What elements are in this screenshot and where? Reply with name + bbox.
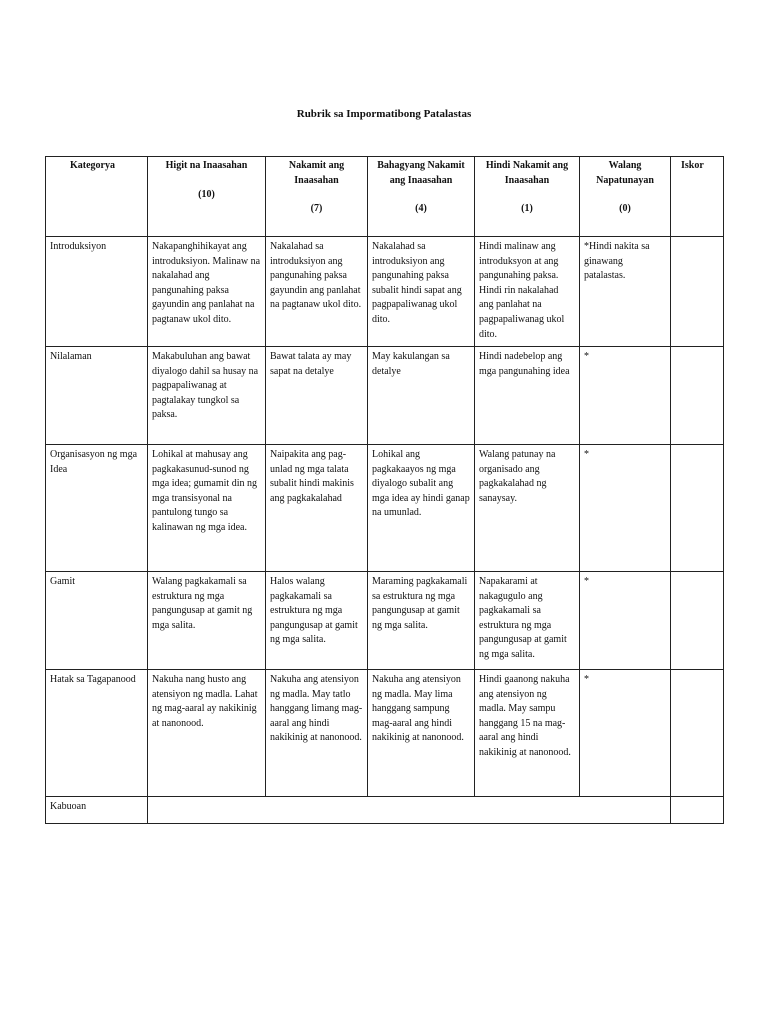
- header-score: (0): [619, 203, 631, 215]
- rubric-cell: *: [580, 670, 671, 797]
- row-category: Nilalaman: [46, 347, 148, 445]
- rubric-cell: Maraming pagkakamali sa estruktura ng mga pangungusap at gamit ng mga salita.: [368, 572, 475, 670]
- score-cell[interactable]: [671, 572, 724, 670]
- header-label: Hindi Nakamit ang Inaasahan: [485, 160, 569, 186]
- rubric-cell: *: [580, 572, 671, 670]
- row-category: Introduksiyon: [46, 237, 148, 347]
- rubric-cell: Nakalahad sa introduksiyon ang pangunahing paksa gayundin ang panlahat na pagtanaw ukol dito.: [266, 237, 368, 347]
- header-label: Walang Napatunayan: [596, 160, 654, 186]
- header-cell-exceeds: [148, 157, 266, 237]
- header-label: Iskor: [681, 160, 704, 171]
- total-label: Kabuoan: [46, 797, 148, 824]
- rubric-table: [45, 156, 724, 824]
- header-score: (4): [415, 203, 427, 215]
- rubric-cell: Bawat talata ay may sapat na detalye: [266, 347, 368, 445]
- rubric-cell: Hindi gaanong nakuha ang atensiyon ng madla. May sampu hanggang 15 na mag-aaral ang hindi nakikinig at nanonood.: [475, 670, 580, 797]
- score-cell[interactable]: [671, 670, 724, 797]
- rubric-cell: Nakuha ang atensiyon ng madla. May tatlo hanggang limang mag-aaral ang hindi nakikinig at nanonood.: [266, 670, 368, 797]
- header-label: Kategorya: [70, 160, 115, 171]
- header-cell-partial: [368, 157, 475, 237]
- rubric-cell: Napakarami at nakagugulo ang pagkakamali sa estruktura ng mga pangungusap at gamit ng mga salita.: [475, 572, 580, 670]
- total-row: [46, 797, 724, 824]
- row-category: Gamit: [46, 572, 148, 670]
- rubric-cell: Nakuha nang husto ang atensiyon ng madla. Lahat ng mag-aaral ay nakikinig at nanonood.: [148, 670, 266, 797]
- header-cell-meets: [266, 157, 368, 237]
- rubric-cell: Nakapanghihikayat ang introduksiyon. Malinaw na nakalahad ang pangunahing paksa gayundin ang panlahat na pagtanaw ukol dito.: [148, 237, 266, 347]
- header-cell-no-evidence: [580, 157, 671, 237]
- score-cell[interactable]: [671, 237, 724, 347]
- header-row: [46, 157, 724, 237]
- row-category: Hatak sa Tagapanood: [46, 670, 148, 797]
- header-score: (7): [310, 203, 323, 215]
- header-label: Nakamit ang Inaasahan: [288, 160, 345, 186]
- table-row: [46, 670, 724, 797]
- rubric-cell: Walang patunay na organisado ang pagkakalahad ng sanaysay.: [475, 445, 580, 572]
- rubric-cell: Hindi nadebelop ang mga pangunahing idea: [475, 347, 580, 445]
- rubric-cell: Lohikal ang pagkakaayos ng mga diyalogo subalit ang mga idea ay hindi ganap na umunlad.: [368, 445, 475, 572]
- rubric-cell: Hindi malinaw ang introduksyon at ang pangunahing paksa. Hindi rin nakalahad ang panlahat na pagpapaliwanag ukol dito.: [475, 237, 580, 347]
- score-cell[interactable]: [671, 445, 724, 572]
- rubric-cell: Walang pagkakamali sa estruktura ng mga pangungusap at gamit ng mga salita.: [148, 572, 266, 670]
- score-cell[interactable]: [671, 347, 724, 445]
- header-cell-not-met: [475, 157, 580, 237]
- table-row: [46, 572, 724, 670]
- header-label: Higit na Inaasahan: [165, 160, 248, 171]
- document-title: Rubrik sa Impormatibong Patalastas: [296, 108, 472, 120]
- header-label: Bahagyang Nakamit ang Inaasahan: [377, 160, 465, 186]
- rubric-cell: *: [580, 445, 671, 572]
- rubric-cell: Nakalahad sa introduksiyon ang pangunahing paksa subalit hindi sapat ang pagpapaliwanag ukol dito.: [368, 237, 475, 347]
- rubric-cell: *: [580, 347, 671, 445]
- header-cell-category: [46, 157, 148, 237]
- table-row: [46, 445, 724, 572]
- table-row: [46, 347, 724, 445]
- rubric-cell: May kakulangan sa detalye: [368, 347, 475, 445]
- rubric-cell: Makabuluhan ang bawat diyalogo dahil sa husay na pagpapaliwanag at pagtalakay tungkol sa paksa.: [148, 347, 266, 445]
- row-category: Organisasyon ng mga Idea: [46, 445, 148, 572]
- header-score: (1): [521, 203, 533, 215]
- header-score: (10): [198, 188, 215, 200]
- rubric-cell: *Hindi nakita sa ginawang patalastas.: [580, 237, 671, 347]
- table-row: [46, 237, 724, 347]
- rubric-cell: Halos walang pagkakamali sa estruktura ng mga pangungusap at gamit ng mga salita.: [266, 572, 368, 670]
- total-score-cell[interactable]: [671, 797, 724, 824]
- rubric-cell: Lohikal at mahusay ang pagkakasunud-sunod ng mga idea; gumamit din ng mga transisyonal na pantulong tungo sa kalinawan ng mga idea.: [148, 445, 266, 572]
- rubric-cell: Naipakita ang pag-unlad ng mga talata subalit hindi makinis ang pagkakalahad: [266, 445, 368, 572]
- total-merged-cell: [148, 797, 671, 824]
- rubric-cell: Nakuha ang atensiyon ng madla. May lima hanggang sampung mag-aaral ang hindi nakikinig at nanonood.: [368, 670, 475, 797]
- header-cell-score: [671, 157, 724, 237]
